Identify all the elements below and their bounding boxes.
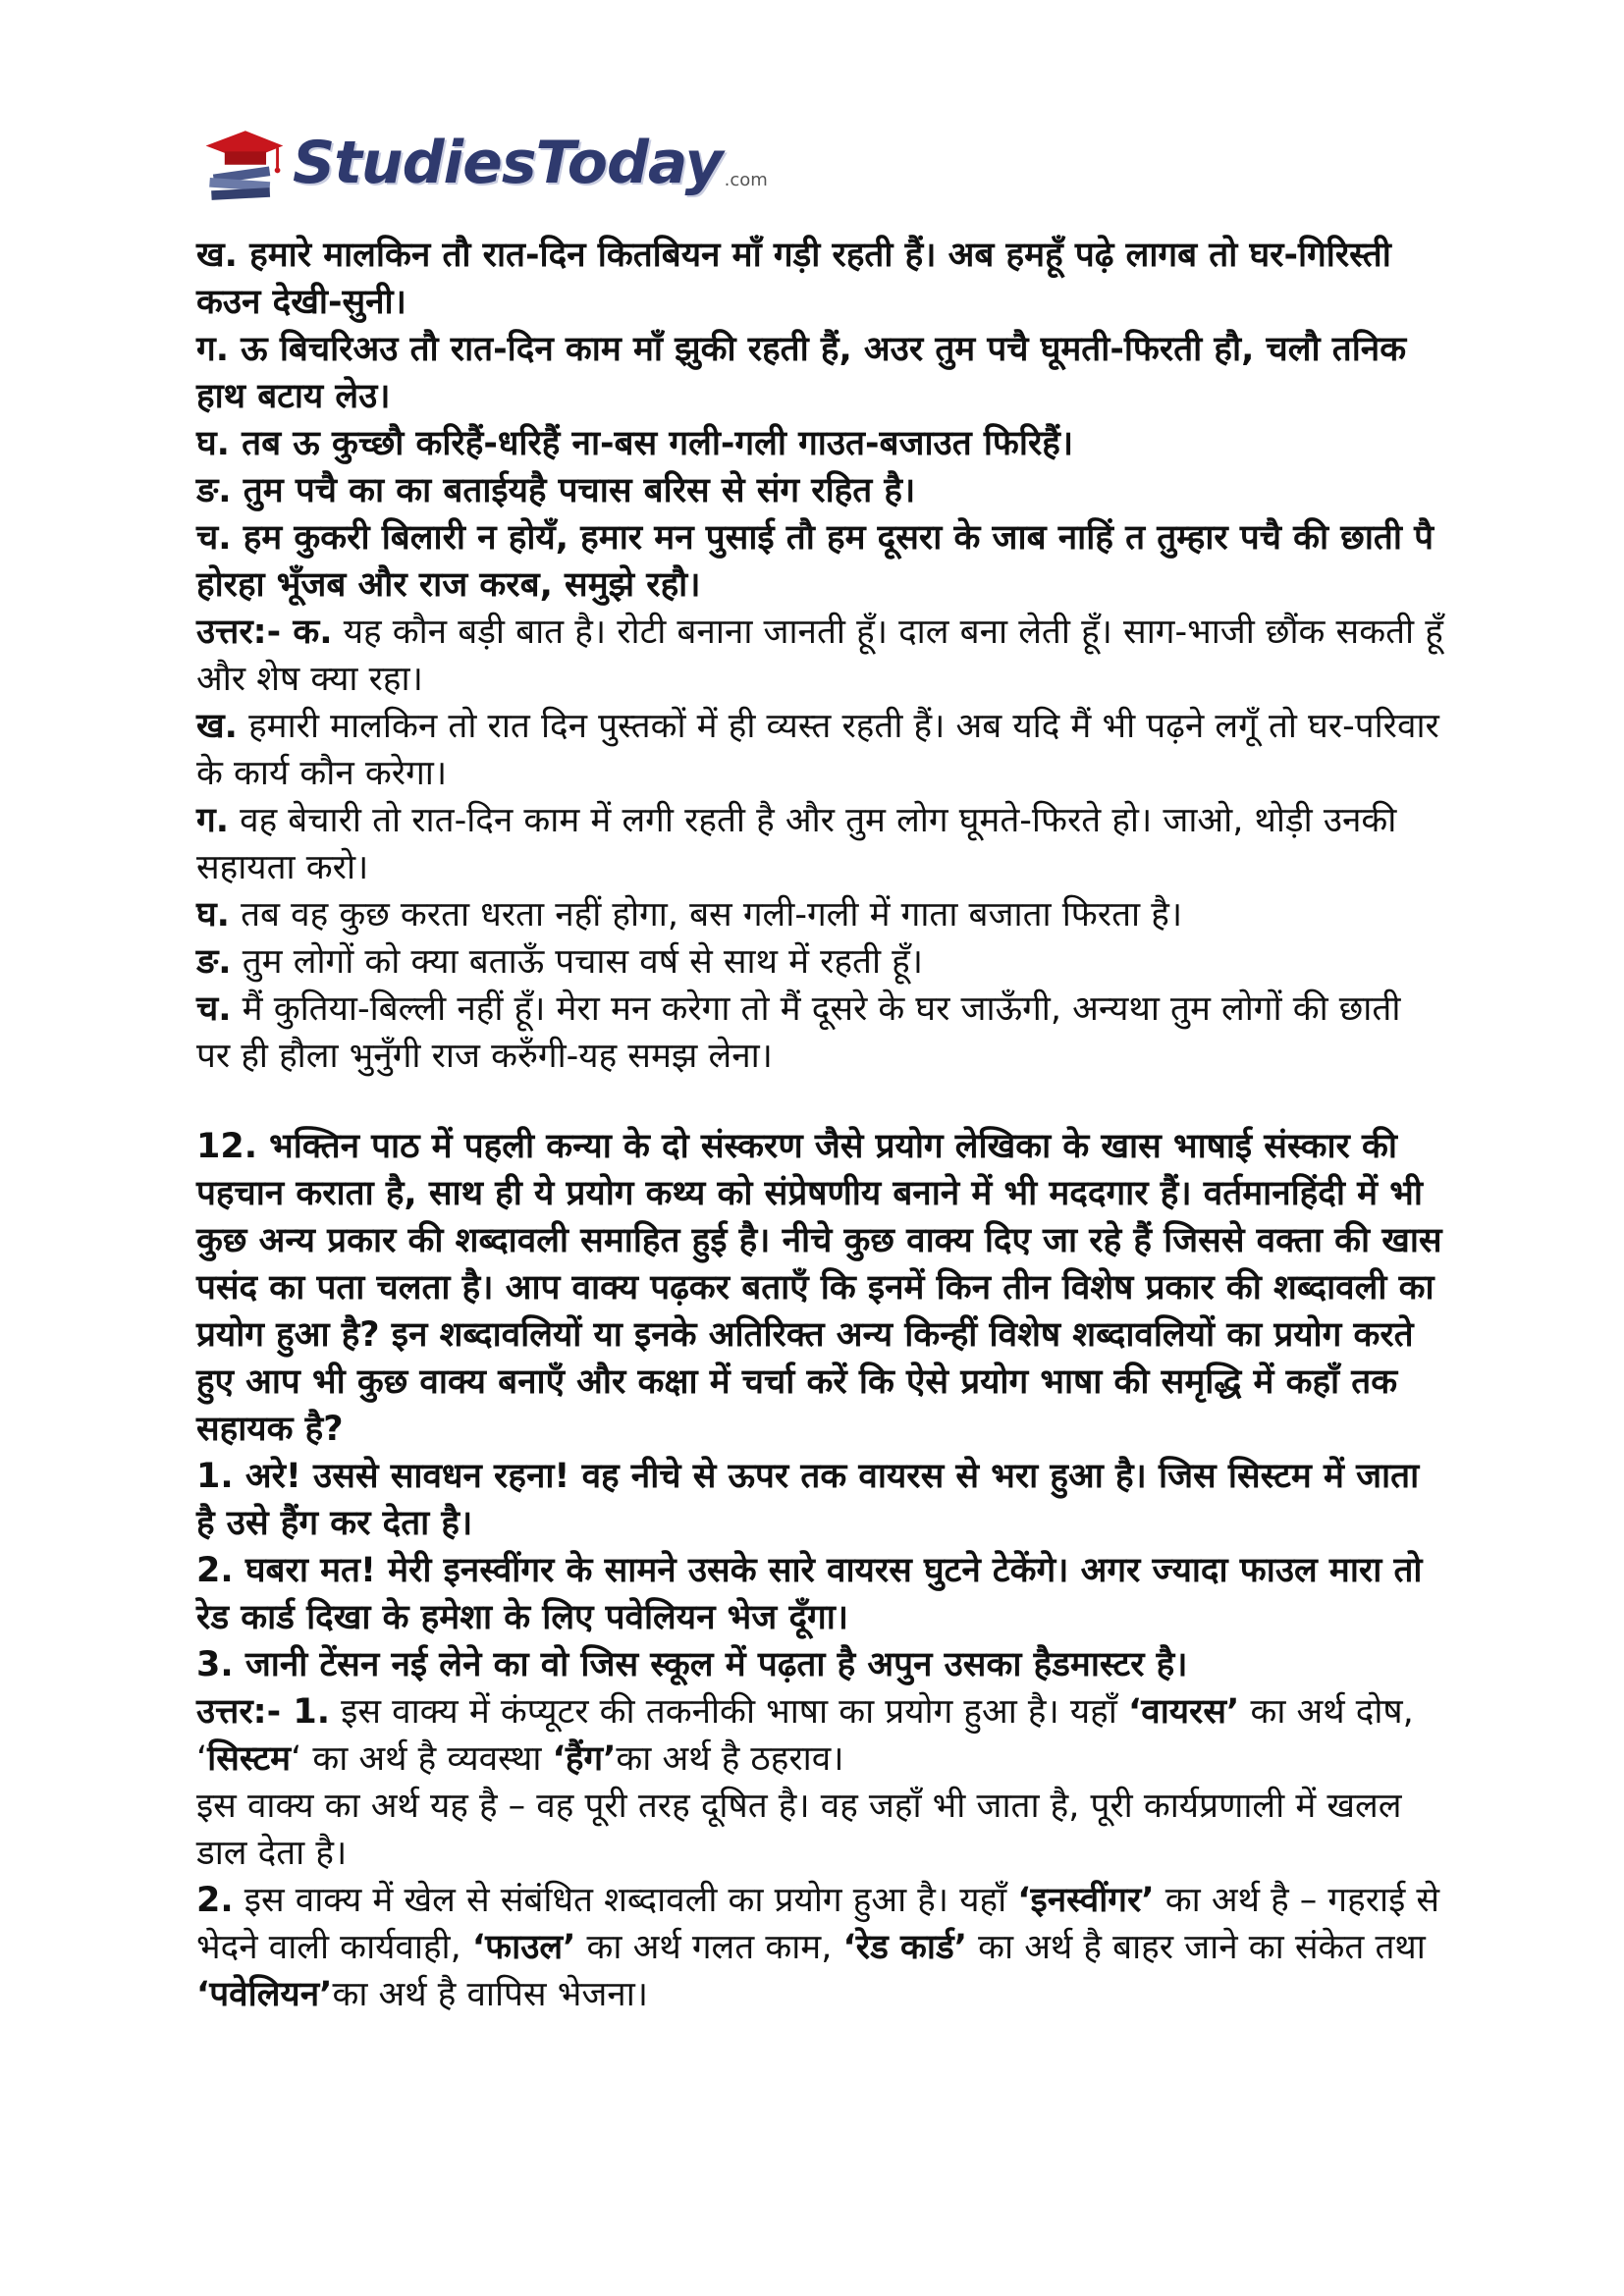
answer-text: का अर्थ है – गहराई से भेदने वाली कार्यवाही, <box>196 1881 1440 1967</box>
question-12: 12. भक्तिन पाठ में पहली कन्या के दो संस्करण जैसे प्रयोग लेखिका के खास भाषाई संस्कार की पहचान कराता है, साथ ही ये प्रयोग कथ्य को संप्रेषणीय बनाने में भी मददगार हैं। वर्तमानहिंदी में भी कुछ अन्य प्रकार की शब्दावली समाहित हुई है। नीचे कुछ वाक्य दिए जा रहे हैं जिससे वक्ता की खास पसंद का पता चलता है। आप वाक्य पढ़कर बताएँ कि इनमें किन तीन विशेष प्रकार की शब्दावली का प्रयोग हुआ है? इन शब्दावलियों या इनके अतिरिक्त अन्य किन्हीं विशेष शब्दावलियों का प्रयोग करते हुए आप भी कुछ वाक्य बनाएँ और कक्षा में चर्चा करें कि ऐसे प्रयोग भाषा की समृद्धि में कहाँ तक सहायक है? <box>196 1127 1442 1449</box>
answer-label: घ. <box>196 895 230 934</box>
answer-label: ग. <box>196 801 230 840</box>
answer-text: हमारी मालकिन तो रात दिन पुस्तकों में ही व्यस्त रहती हैं। अब यदि मैं भी पढ़ने लगूँ तो घर-परिवार के कार्य कौन करेगा। <box>196 707 1439 793</box>
section-spacer <box>196 1080 1443 1123</box>
keyword-system: सिस्टम <box>207 1739 292 1779</box>
main-content <box>196 232 1443 2018</box>
answer-text: का अर्थ गलत काम, <box>575 1928 843 1967</box>
answer-cha <box>196 986 1443 1080</box>
answer-text: यह कौन बड़ी बात है। रोटी बनाना जानती हूँ। दाल बना लेती हूँ। साग-भाजी छौंक सकती हूँ और शेष क्या रहा। <box>196 613 1443 699</box>
answer-text: तुम लोगों को क्या बताऊँ पचास वर्ष से साथ में रहती हूँ। <box>231 942 924 982</box>
logo-suffix: .com <box>724 170 768 190</box>
logo-wordmark: StudiesToday <box>293 129 723 197</box>
keyword-red-card: ‘रेड कार्ड’ <box>842 1928 967 1967</box>
answer-text: ‘ का अर्थ है व्यवस्था <box>291 1739 553 1779</box>
answer-gha <box>196 891 1443 938</box>
answer-text: का अर्थ है ठहराव। <box>616 1739 844 1779</box>
keyword-foul: ‘फाउल’ <box>471 1928 576 1967</box>
answer-ga <box>196 797 1443 891</box>
answer-sentence-1 <box>196 1688 1443 1783</box>
answer-ka <box>196 609 1443 703</box>
dialect-line-ga: ग. ऊ बिचरिअउ तौ रात-दिन काम माँ झुकी रहती हैं, अउर तुम पचै घूमती-फिरती हौ, चलौ तनिक हाथ बटाय लेउ। <box>196 330 1407 416</box>
keyword-virus: ‘वायरस’ <box>1127 1692 1240 1732</box>
answer-prefix: उत्तर:- क. <box>196 613 333 652</box>
answer-prefix: उत्तर:- 1. <box>196 1692 331 1732</box>
answer-text: का अर्थ दोष, ‘ <box>196 1692 1414 1779</box>
dialect-line-kha: ख. हमारे मालकिन तौ रात-दिन कितबियन माँ गड़ी रहती हैं। अब हमहूँ पढ़े लागब तो घर-गिरिस्ती कउन देखी-सुनी। <box>196 236 1391 322</box>
answer-text: तब वह कुछ करता धरता नहीं होगा, बस गली-गली में गाता बजाता फिरता है। <box>229 895 1183 934</box>
answer-text: का अर्थ है बाहर जाने का संकेत तथा <box>967 1928 1426 1967</box>
example-sentence-1: 1. अरे! उससे सावधन रहना! वह नीचे से ऊपर तक वायरस से भरा हुआ है। जिस सिस्टम में जाता है उसे हैंग कर देता है। <box>196 1457 1420 1543</box>
answer-text: वह बेचारी तो रात-दिन काम में लगी रहती है और तुम लोग घूमते-फिरते हो। जाओ, थोड़ी उनकी सहायता करो। <box>196 801 1397 887</box>
answer-label: ङ. <box>196 942 232 982</box>
answer-sentence-2 <box>196 1877 1443 2018</box>
answer-text: इस वाक्य में कंप्यूटर की तकनीकी भाषा का प्रयोग हुआ है। यहाँ <box>330 1692 1128 1732</box>
answer-text: इस वाक्य में खेल से संबंधित शब्दावली का प्रयोग हुआ है। यहाँ <box>233 1881 1018 1920</box>
example-sentence-2: 2. घबरा मत! मेरी इनस्वींगर के सामने उसके सारे वायरस घुटने टेकेंगे। अगर ज्यादा फाउल मारा तो रेड कार्ड दिखा के हमेशा के लिए पवेलियन भेज दूँगा। <box>196 1551 1423 1637</box>
answer-text: का अर्थ है वापिस भेजना। <box>332 1975 649 2014</box>
answer-label: च. <box>196 989 232 1029</box>
example-sentence-3: 3. जानी टेंसन नई लेने का वो जिस स्कूल में पढ़ता है अपुन उसका हैडमास्टर है। <box>196 1645 1188 1684</box>
answer-text: मैं कुतिया-बिल्ली नहीं हूँ। मेरा मन करेगा तो मैं दूसरे के घर जाऊँगी, अन्यथा तुम लोगों की छाती पर ही हौला भुनुँगी राज करुँगी-यह समझ लेना। <box>196 989 1401 1076</box>
keyword-hang: ‘हैंग’ <box>552 1739 617 1779</box>
answer-sentence-1-meaning: इस वाक्य का अर्थ यह है – वह पूरी तरह दूषित है। वह जहाँ भी जाता है, पूरी कार्यप्रणाली में खलल डाल देता है। <box>196 1787 1402 1873</box>
answer-nga <box>196 938 1443 986</box>
graduation-cap-books-icon <box>196 112 291 206</box>
keyword-pavilion: ‘पवेलियन’ <box>196 1975 333 2014</box>
answer-label: ख. <box>196 707 238 746</box>
dialect-line-gha: घ. तब ऊ कुच्छौ करिहैं-धरिहैं ना-बस गली-गली गाउत-बजाउत फिरिहैं। <box>196 424 1074 463</box>
answer-kha <box>196 703 1443 797</box>
dialect-line-cha: च. हम कुकरी बिलारी न होयँ, हमार मन पुसाई तौ हम दूसरा के जाब नाहिं त तुम्हार पचै की छाती पै होरहा भूँजब और राज करब, समुझे रहौ। <box>196 518 1434 605</box>
dialect-line-nga: ङ. तुम पचै का का बताईयहै पचास बरिस से संग रहित है। <box>196 471 916 510</box>
keyword-inswinger: ‘इनस्वींगर’ <box>1017 1881 1155 1920</box>
answer-prefix: 2. <box>196 1881 234 1920</box>
studiestoday-logo[interactable] <box>196 98 768 206</box>
